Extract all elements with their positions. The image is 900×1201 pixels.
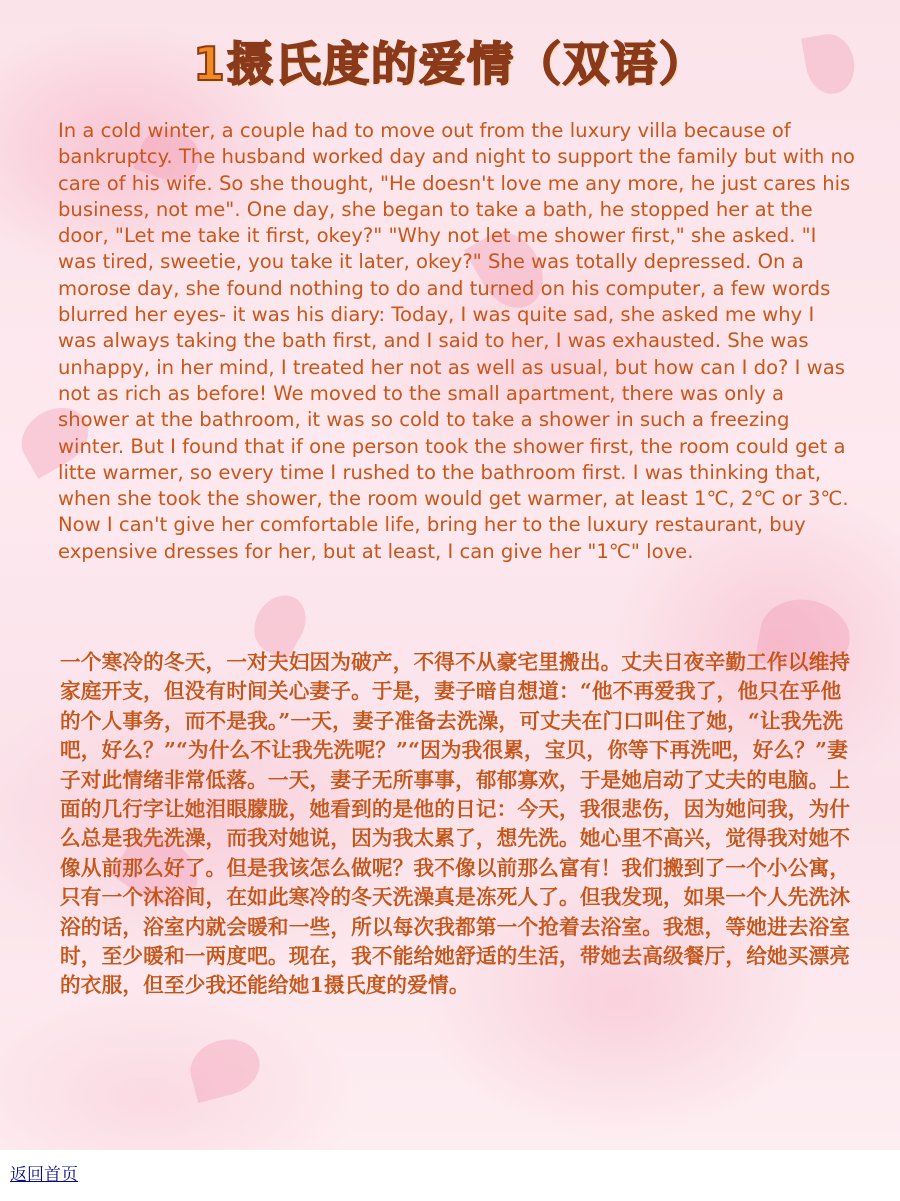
back-to-home-link[interactable]: 返回首页	[10, 1165, 78, 1185]
chinese-paragraph: 一个寒冷的冬天，一对夫妇因为破产，不得不从豪宅里搬出。丈夫日夜辛勤工作以维持家庭开支，但没有时间关心妻子。于是，妻子暗自想道：“他不再爱我了，他只在乎他的个人事务，而不是我。”一天，妻子准备去洗澡，可丈夫在门口叫住了她，“让我先洗吧，好么？”“为什么不让我先洗呢？”“因为我很累，宝贝，你等下再洗吧，好么？”妻子对此情绪非常低落。一天，妻子无所事事，郁郁寡欢，于是她启动了丈夫的电脑。上面的几行字让她泪眼朦胧，她看到的是他的日记：今天，我很悲伤，因为她问我，为什么总是我先洗澡，而我对她说，因为我太累了，想先洗。她心里不高兴，觉得我对她不像从前那么好了。但是我该怎么做呢？我不像以前那么富有！我们搬到了一个小公寓，只有一个沐浴间，在如此寒冷的冬天洗澡真是冻死人了。但我发现，如果一个人先洗沐浴的话，浴室内就会暖和一些，所以每次我都第一个抢着去浴室。我想，等她进去浴室时，至少暖和一两度吧。现在，我不能给她舒适的生活，带她去高级餐厅，给她买漂亮的衣服，但至少我还能给她1摄氏度的爱情。	[60, 650, 851, 998]
page-title: 1摄氏度的爱情（双语）	[192, 37, 707, 91]
petal-decoration	[184, 1032, 266, 1103]
english-paragraph: In a cold winter, a couple had to move out from the luxury villa because of bankruptcy. The husband worked day and night to support the family but with no care of his wife. So she thought, "He doesn't love me any more, he just cares his business, not me". One day, she began to take a bath, he stopped her at the door, "Let me take it first, okey?" "Why not let me shower first," she asked. "I was tired, sweetie, you take it later, okey?" She was totally depressed. On a morose day, she found nothing to do and turned on his computer, a few words blurred her eyes- it was his diary: Today, I was quite sad, she asked me why I was always taking the bath first, and I said to her, I was exhausted. She was unhappy, in her mind, I treated her not as well as usual, but how can I do? I was not as rich as before! We moved to the small apartment, there was only a shower at the bathroom, it was so cold to take a shower in such a freezing winter. But I found that if one person took the shower first, the room could get a litte warmer, so every time I rushed to the bathroom first. I was thinking that, when she took the shower, the room would get warmer, at least 1℃, 2℃ or 3℃. Now I can't give her comfortable life, bring her to the luxury restaurant, buy expensive dresses for her, but at least, I can give her "1℃" love.	[58, 119, 855, 563]
